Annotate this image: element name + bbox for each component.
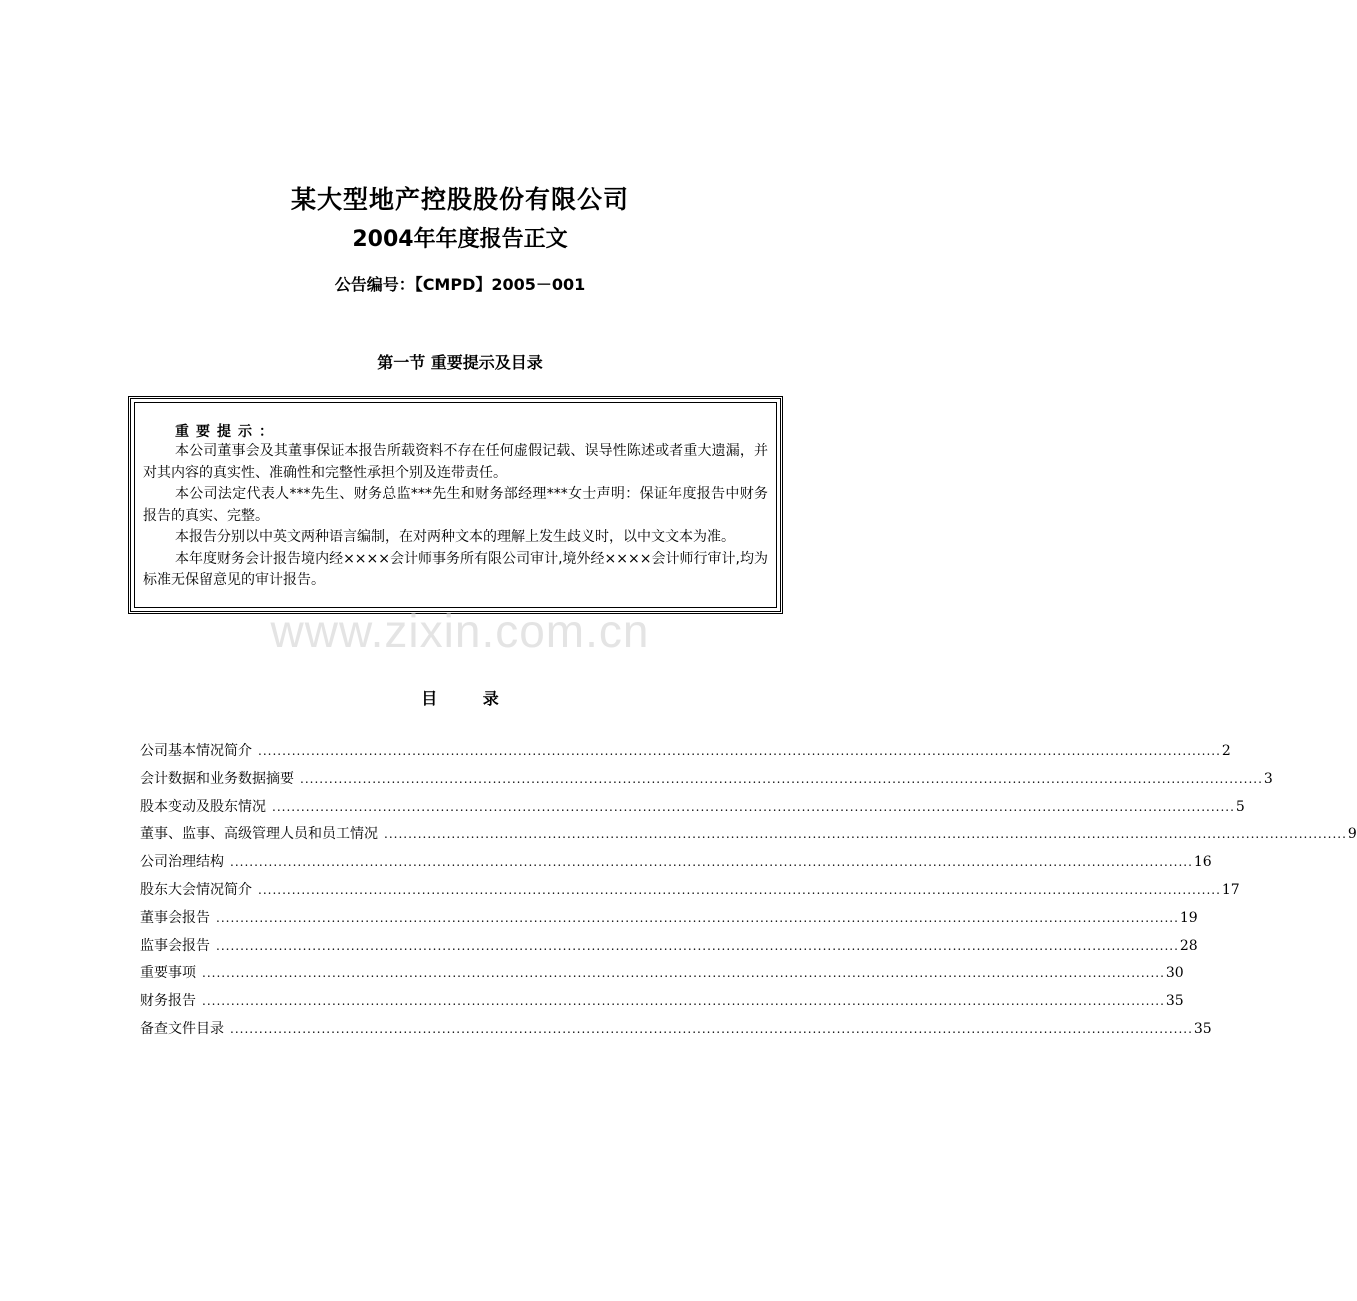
toc-entry-page: 28 <box>1179 937 1198 954</box>
toc-leader-dots: ........................................................................................................................................................................................................ <box>230 1021 1193 1036</box>
toc-leader-dots: ........................................................................................................................................................................................................ <box>202 994 1165 1009</box>
notice-paragraph: 本公司法定代表人***先生、财务总监***先生和财务部经理***女士声明：保证年度报告中财务报告的真实、完整。 <box>143 486 768 524</box>
toc-leader-dots: ........................................................................................................................................................................................................ <box>202 966 1165 981</box>
notice-paragraph: 本报告分别以中英文两种语言编制，在对两种文本的理解上发生歧义时，以中文文本为准。 <box>175 529 735 545</box>
toc-entry-page: 35 <box>1165 993 1184 1010</box>
toc-entry[interactable] <box>140 990 1184 1018</box>
toc-entry-label: 监事会报告 <box>140 937 210 954</box>
toc-entry[interactable] <box>140 907 1198 935</box>
toc-entry[interactable] <box>140 962 1184 990</box>
toc-entry-label: 公司基本情况简介 <box>140 743 252 759</box>
toc-entry[interactable] <box>140 796 1245 824</box>
company-name: 某大型地产控股股份有限公司 <box>290 185 629 214</box>
toc-entry-page: 5 <box>1235 798 1245 815</box>
toc-entry[interactable] <box>140 823 1357 851</box>
watermark: www.zixin.com.cn <box>270 605 650 657</box>
toc-entry-label: 财务报告 <box>140 993 196 1010</box>
toc-entry[interactable] <box>140 740 1231 768</box>
toc-entry-label: 重要事项 <box>140 965 196 982</box>
section-title: 第一节 重要提示及目录 <box>377 353 543 372</box>
notice-paragraph: 本年度财务会计报告境内经××××会计师事务所有限公司审计,境外经××××会计师行审计,均为标准无保留意见的审计报告。 <box>143 550 768 588</box>
toc-entry-label: 公司治理结构 <box>140 854 224 871</box>
toc-leader-dots: ........................................................................................................................................................................................................ <box>230 855 1193 870</box>
toc-leader-dots: ........................................................................................................................................................................................................ <box>216 938 1179 953</box>
toc-entry-page: 9 <box>1347 826 1357 843</box>
toc-leader-dots: ........................................................................................................................................................................................................ <box>258 882 1221 897</box>
announcement-number: 公告编号：【CMPD】2005－001 <box>334 275 586 294</box>
toc-entry-page: 35 <box>1193 1020 1212 1037</box>
toc-entry[interactable] <box>140 768 1273 796</box>
notice-inner-frame <box>134 402 777 608</box>
toc-leader-dots: ........................................................................................................................................................................................................ <box>300 771 1263 786</box>
toc-leader-dots: ........................................................................................................................................................................................................ <box>384 827 1347 842</box>
toc-entry[interactable] <box>140 851 1212 879</box>
toc-leader-dots: ........................................................................................................................................................................................................ <box>272 799 1235 814</box>
toc-entry-label: 董事、监事、高级管理人员和员工情况 <box>140 826 378 843</box>
toc-leader-dots: ........................................................................................................................................................................................................ <box>216 910 1179 925</box>
toc-entry-label: 董事会报告 <box>140 909 210 926</box>
toc-entry-label: 会计数据和业务数据摘要 <box>140 770 294 787</box>
toc-entry[interactable] <box>140 1018 1212 1046</box>
toc-title: 目 录 <box>421 689 519 708</box>
toc-entry-page: 2 <box>1221 743 1231 759</box>
notice-paragraph: 本公司董事会及其董事保证本报告所载资料不存在任何虚假记载、误导性陈述或者重大遗漏，并对其内容的真实性、准确性和完整性承担个别及连带责任。 <box>143 443 768 481</box>
toc-entry-page: 3 <box>1263 770 1273 787</box>
notice-heading: 重要提示： <box>175 424 280 440</box>
report-title: 2004年年度报告正文 <box>352 227 568 252</box>
toc-entry[interactable] <box>140 879 1240 907</box>
toc-entry-label: 股东大会情况简介 <box>140 881 252 898</box>
toc-entry[interactable] <box>140 935 1198 963</box>
toc-entry-page: 16 <box>1193 854 1212 871</box>
important-notice-box <box>128 396 783 614</box>
toc-entry-page: 17 <box>1221 881 1240 898</box>
toc-entry-label: 备查文件目录 <box>140 1020 224 1037</box>
toc-entry-page: 19 <box>1179 909 1198 926</box>
table-of-contents <box>140 740 1357 1046</box>
toc-entry-label: 股本变动及股东情况 <box>140 798 266 815</box>
toc-leader-dots: ........................................................................................................................................................................................................ <box>258 744 1221 758</box>
toc-entry-page: 30 <box>1165 965 1184 982</box>
